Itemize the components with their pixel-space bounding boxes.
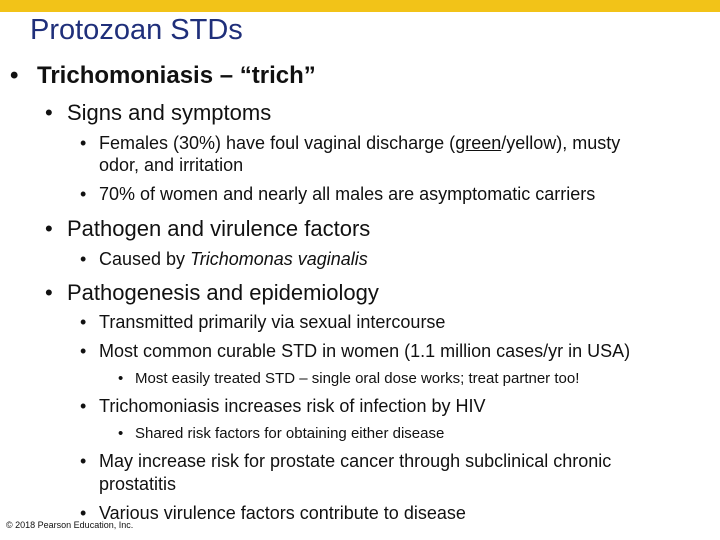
bullet-icon: • bbox=[80, 133, 87, 153]
pathogenesis-item-2-sub: Most easily treated STD – single oral dose works; treat partner too! bbox=[135, 370, 580, 387]
pathogen-item-1-pre: Caused by bbox=[99, 249, 191, 269]
pathogenesis-item-5: Various virulence factors contribute to disease bbox=[99, 503, 466, 523]
bullet-icon: • bbox=[45, 280, 53, 305]
bullet-icon: • bbox=[10, 62, 19, 89]
signs-item-1-underlined: green bbox=[455, 133, 502, 153]
pathogenesis-item-4-line2: prostatitis bbox=[99, 474, 177, 494]
bullet-icon: • bbox=[80, 312, 87, 332]
pathogenesis-item-3-sub: Shared risk factors for obtaining either disease bbox=[135, 425, 445, 442]
pathogen-item-1-italic: Trichomonas vaginalis bbox=[190, 249, 368, 269]
bullet-icon: • bbox=[80, 503, 87, 523]
top-accent-band bbox=[0, 0, 720, 12]
pathogen-heading: Pathogen and virulence factors bbox=[67, 216, 371, 241]
bullet-icon: • bbox=[118, 425, 124, 442]
bullet-icon: • bbox=[80, 396, 87, 416]
bullet-icon: • bbox=[80, 249, 87, 269]
slide-title: Protozoan STDs bbox=[30, 14, 243, 46]
bullet-icon: • bbox=[45, 216, 53, 241]
signs-item-1-post: /yellow), musty bbox=[501, 133, 621, 153]
signs-item-1-pre: Females (30%) have foul vaginal discharge ( bbox=[99, 133, 456, 153]
pathogenesis-item-1: Transmitted primarily via sexual intercourse bbox=[99, 312, 446, 332]
bullet-icon: • bbox=[118, 370, 124, 387]
pathogenesis-heading: Pathogenesis and epidemiology bbox=[67, 280, 379, 305]
bullet-icon: • bbox=[80, 451, 87, 471]
signs-item-1 bbox=[99, 133, 620, 154]
pathogenesis-item-4: May increase risk for prostate cancer through subclinical chronic bbox=[99, 451, 612, 471]
bullet-icon: • bbox=[80, 341, 87, 361]
bullet-icon: • bbox=[45, 100, 53, 125]
signs-item-1-line2: odor, and irritation bbox=[99, 155, 244, 175]
pathogen-item-1 bbox=[99, 249, 368, 270]
main-heading: Trichomoniasis – “trich” bbox=[37, 62, 316, 89]
signs-heading: Signs and symptoms bbox=[67, 100, 272, 125]
bullet-icon: • bbox=[80, 184, 87, 204]
pathogenesis-item-2: Most common curable STD in women (1.1 million cases/yr in USA) bbox=[99, 341, 631, 361]
signs-item-2: 70% of women and nearly all males are asymptomatic carriers bbox=[99, 184, 596, 204]
copyright-notice: © 2018 Pearson Education, Inc. bbox=[6, 520, 134, 530]
pathogenesis-item-3: Trichomoniasis increases risk of infection by HIV bbox=[99, 396, 486, 416]
